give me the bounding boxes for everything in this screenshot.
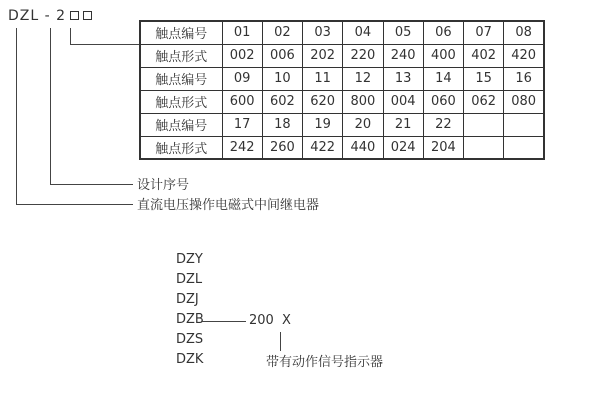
table-row xyxy=(140,44,544,67)
table-row xyxy=(140,67,544,90)
series-code-dzy: DZY xyxy=(176,252,203,267)
table-cell: 02 xyxy=(262,21,302,44)
indicator-note-label: 带有动作信号指示器 xyxy=(266,355,384,370)
table-cell xyxy=(504,136,544,159)
table-cell: 22 xyxy=(423,113,463,136)
series-code-dzl: DZL xyxy=(176,272,203,287)
table-cell: 13 xyxy=(383,67,423,90)
table-cell xyxy=(504,113,544,136)
row-label: 触点形式 xyxy=(140,136,222,159)
table-cell: 11 xyxy=(303,67,343,90)
table-cell: 024 xyxy=(383,136,423,159)
table-cell: 400 xyxy=(423,44,463,67)
table-row xyxy=(140,21,544,44)
table-cell: 15 xyxy=(464,67,504,90)
table-cell: 21 xyxy=(383,113,423,136)
callout-line-design-serial xyxy=(50,28,133,185)
series-code-dzk: DZK xyxy=(176,352,204,367)
x-callout-line xyxy=(280,332,281,351)
table-cell xyxy=(464,136,504,159)
table-row xyxy=(140,113,544,136)
table-cell: 440 xyxy=(343,136,383,159)
table-cell: 402 xyxy=(464,44,504,67)
table-cell: 242 xyxy=(222,136,262,159)
series-code-dzj: DZJ xyxy=(176,292,199,307)
row-label: 触点编号 xyxy=(140,113,222,136)
table-cell: 204 xyxy=(423,136,463,159)
table-cell: 18 xyxy=(262,113,302,136)
table-cell: 03 xyxy=(303,21,343,44)
table-cell: 08 xyxy=(504,21,544,44)
table-cell: 09 xyxy=(222,67,262,90)
callout-line-contact-table xyxy=(70,28,139,45)
table-cell: 07 xyxy=(464,21,504,44)
table-cell: 20 xyxy=(343,113,383,136)
table-cell: 220 xyxy=(343,44,383,67)
table-cell: 004 xyxy=(383,90,423,113)
row-label: 触点编号 xyxy=(140,21,222,44)
row-label: 触点形式 xyxy=(140,44,222,67)
table-cell: 10 xyxy=(262,67,302,90)
table-cell: 17 xyxy=(222,113,262,136)
row-label: 触点形式 xyxy=(140,90,222,113)
table-cell: 062 xyxy=(464,90,504,113)
table-cell: 060 xyxy=(423,90,463,113)
table-cell: 16 xyxy=(504,67,544,90)
table-cell: 240 xyxy=(383,44,423,67)
table-cell: 006 xyxy=(262,44,302,67)
design-serial-label: 设计序号 xyxy=(137,178,190,193)
model-designation xyxy=(8,8,92,24)
table-cell: 600 xyxy=(222,90,262,113)
table-cell: 260 xyxy=(262,136,302,159)
table-cell: 800 xyxy=(343,90,383,113)
row-label: 触点编号 xyxy=(140,67,222,90)
table-cell: 06 xyxy=(423,21,463,44)
model-digit-box-1 xyxy=(70,11,79,20)
dzb-connector-line xyxy=(201,321,246,322)
table-cell: 05 xyxy=(383,21,423,44)
table-row xyxy=(140,136,544,159)
table-cell: 14 xyxy=(423,67,463,90)
dzb-model-value: 200 X xyxy=(249,313,291,328)
table-cell: 19 xyxy=(303,113,343,136)
table-cell: 422 xyxy=(303,136,343,159)
table-cell: 04 xyxy=(343,21,383,44)
table-cell: 002 xyxy=(222,44,262,67)
table-cell: 420 xyxy=(504,44,544,67)
series-code-dzs: DZS xyxy=(176,332,204,347)
contact-code-table xyxy=(139,20,545,160)
table-row xyxy=(140,90,544,113)
table-cell: 01 xyxy=(222,21,262,44)
table-cell: 080 xyxy=(504,90,544,113)
table-cell: 12 xyxy=(343,67,383,90)
table-cell: 602 xyxy=(262,90,302,113)
table-cell: 202 xyxy=(303,44,343,67)
model-digit-box-2 xyxy=(83,11,92,20)
model-prefix: DZL - 2 xyxy=(8,8,67,24)
table-cell xyxy=(464,113,504,136)
table-cell: 620 xyxy=(303,90,343,113)
relay-name-label: 直流电压操作电磁式中间继电器 xyxy=(137,198,320,213)
series-code-list xyxy=(176,250,204,370)
series-code-dzb: DZB xyxy=(176,312,204,327)
